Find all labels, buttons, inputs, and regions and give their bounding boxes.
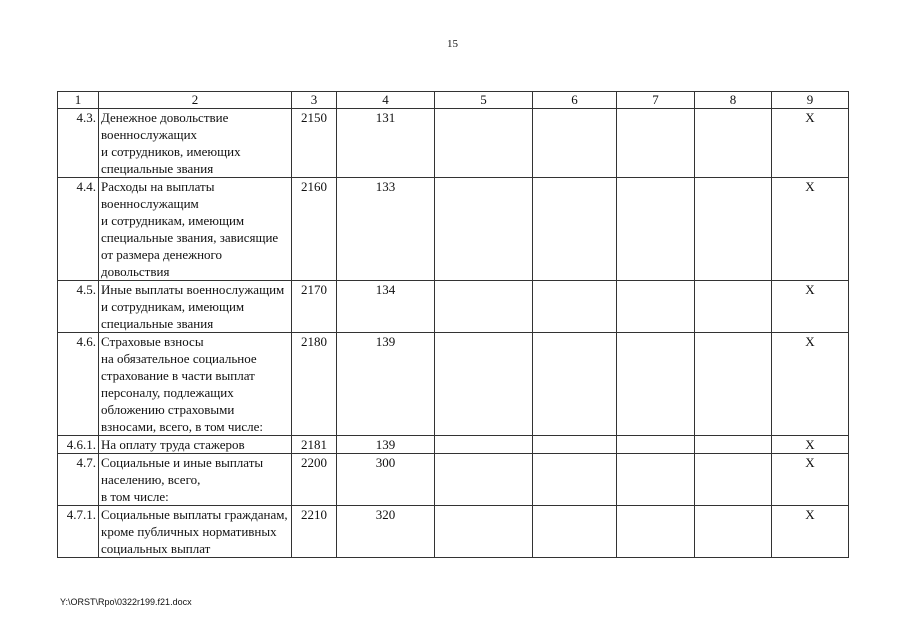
row-name: Страховые взносы на обязательное социальное страхование в части выплат персоналу, подлежащих обложению страховыми взносами, всего, в том числе: [99, 333, 292, 436]
row-code: 2150 [292, 109, 337, 178]
row-kosgu: 320 [337, 506, 435, 558]
row-value-col7 [617, 506, 695, 558]
footer-file-path: Y:\ORST\Rpo\0322r199.f21.docx [60, 597, 192, 607]
row-name: Социальные выплаты гражданам, кроме публичных нормативных социальных выплат [99, 506, 292, 558]
row-value-col8 [695, 281, 772, 333]
row-number: 4.6.1. [58, 436, 99, 454]
table-row [58, 454, 849, 506]
row-number: 4.7.1. [58, 506, 99, 558]
column-header: 6 [533, 92, 617, 109]
column-header: 4 [337, 92, 435, 109]
row-name: Социальные и иные выплаты населению, всего, в том числе: [99, 454, 292, 506]
row-value-col9: X [772, 436, 849, 454]
row-number: 4.4. [58, 178, 99, 281]
column-header: 2 [99, 92, 292, 109]
row-value-col9: X [772, 333, 849, 436]
table-row [58, 281, 849, 333]
row-value-col9: X [772, 178, 849, 281]
table-row [58, 109, 849, 178]
table-row [58, 178, 849, 281]
row-kosgu: 134 [337, 281, 435, 333]
row-name: Иные выплаты военнослужащим и сотрудникам, имеющим специальные звания [99, 281, 292, 333]
column-header: 7 [617, 92, 695, 109]
row-value-col8 [695, 436, 772, 454]
row-value-col6 [533, 506, 617, 558]
row-code: 2180 [292, 333, 337, 436]
row-code: 2200 [292, 454, 337, 506]
row-kosgu: 131 [337, 109, 435, 178]
table-row [58, 436, 849, 454]
page-number: 15 [447, 38, 458, 50]
row-number: 4.3. [58, 109, 99, 178]
row-number: 4.6. [58, 333, 99, 436]
row-number: 4.5. [58, 281, 99, 333]
column-header: 9 [772, 92, 849, 109]
row-code: 2181 [292, 436, 337, 454]
table-row [58, 333, 849, 436]
row-value-col5 [435, 436, 533, 454]
row-value-col7 [617, 454, 695, 506]
row-value-col6 [533, 333, 617, 436]
row-value-col5 [435, 506, 533, 558]
row-value-col8 [695, 109, 772, 178]
row-value-col7 [617, 281, 695, 333]
column-header: 8 [695, 92, 772, 109]
row-code: 2160 [292, 178, 337, 281]
row-name: Денежное довольствие военнослужащих и сотрудников, имеющих специальные звания [99, 109, 292, 178]
row-value-col9: X [772, 454, 849, 506]
column-header: 3 [292, 92, 337, 109]
row-value-col7 [617, 178, 695, 281]
table-header-row [58, 92, 849, 109]
row-value-col5 [435, 109, 533, 178]
row-name: На оплату труда стажеров [99, 436, 292, 454]
row-value-col6 [533, 178, 617, 281]
row-kosgu: 133 [337, 178, 435, 281]
row-value-col5 [435, 281, 533, 333]
row-value-col6 [533, 436, 617, 454]
row-value-col5 [435, 333, 533, 436]
row-code: 2210 [292, 506, 337, 558]
row-value-col7 [617, 436, 695, 454]
row-value-col9: X [772, 109, 849, 178]
column-header: 1 [58, 92, 99, 109]
row-value-col7 [617, 109, 695, 178]
row-code: 2170 [292, 281, 337, 333]
row-value-col6 [533, 281, 617, 333]
row-value-col7 [617, 333, 695, 436]
row-kosgu: 139 [337, 333, 435, 436]
row-value-col6 [533, 454, 617, 506]
row-number: 4.7. [58, 454, 99, 506]
row-value-col8 [695, 506, 772, 558]
row-value-col9: X [772, 281, 849, 333]
row-value-col5 [435, 454, 533, 506]
row-value-col9: X [772, 506, 849, 558]
table-row [58, 506, 849, 558]
row-value-col8 [695, 178, 772, 281]
row-value-col8 [695, 333, 772, 436]
row-name: Расходы на выплаты военнослужащим и сотрудникам, имеющим специальные звания, зависящие от размера денежного довольствия [99, 178, 292, 281]
row-kosgu: 300 [337, 454, 435, 506]
report-table [57, 91, 849, 558]
column-header: 5 [435, 92, 533, 109]
row-value-col5 [435, 178, 533, 281]
row-kosgu: 139 [337, 436, 435, 454]
row-value-col6 [533, 109, 617, 178]
row-value-col8 [695, 454, 772, 506]
